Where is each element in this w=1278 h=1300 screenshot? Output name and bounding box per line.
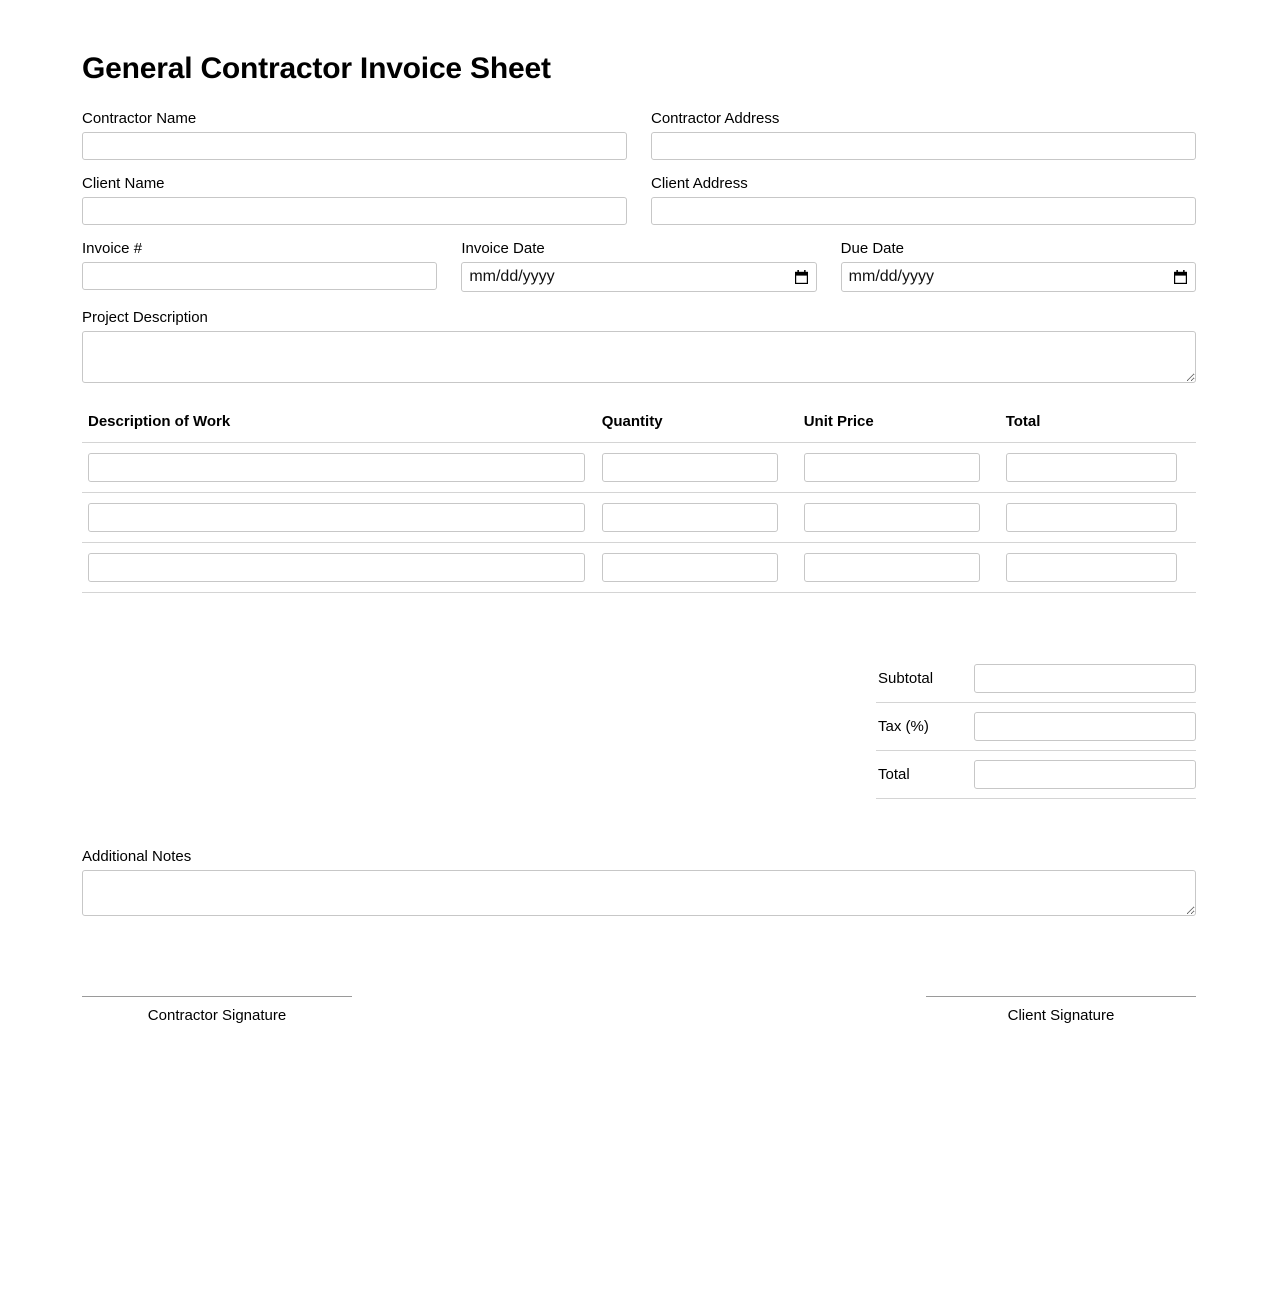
client-address-input[interactable] [651, 197, 1196, 225]
invoice-date-wrapper [461, 262, 816, 292]
tax-field [968, 702, 1196, 750]
project-description-field [82, 308, 1196, 383]
due-date-input[interactable] [841, 262, 1196, 292]
tax-label: Tax (%) [876, 702, 968, 750]
cell-quantity [596, 442, 798, 492]
cell-description [82, 492, 596, 542]
row-3-quantity-input[interactable] [602, 553, 779, 582]
subtotal-label: Subtotal [876, 655, 968, 703]
column-header-description: Description of Work [82, 413, 596, 443]
row-3-total-input[interactable] [1006, 553, 1177, 582]
contractor-name-input[interactable] [82, 132, 627, 160]
client-address-field [651, 174, 1196, 225]
project-description-label: Project Description [82, 308, 208, 326]
total-label: Total [876, 750, 968, 798]
invoice-number-input[interactable] [82, 262, 437, 290]
invoice-date-field [461, 239, 816, 292]
client-name-label: Client Name [82, 174, 165, 192]
client-signature-line[interactable] [926, 996, 1196, 997]
row-2-description-input[interactable] [88, 503, 585, 532]
line-items-header-row [82, 413, 1196, 443]
additional-notes-textarea[interactable] [82, 870, 1196, 916]
totals-row-subtotal [876, 655, 1196, 703]
client-row [82, 174, 1196, 225]
table-row [82, 442, 1196, 492]
row-2-unit-price-input[interactable] [804, 503, 981, 532]
totals-row-total [876, 750, 1196, 798]
total-field [968, 750, 1196, 798]
client-name-field [82, 174, 627, 225]
signature-section [82, 996, 1196, 1024]
contractor-name-field [82, 109, 627, 160]
cell-unit-price [798, 542, 1000, 592]
column-header-total: Total [1000, 413, 1196, 443]
cell-quantity [596, 492, 798, 542]
cell-total [1000, 492, 1196, 542]
totals-section [82, 655, 1196, 799]
line-items-table [82, 413, 1196, 593]
client-name-input[interactable] [82, 197, 627, 225]
invoice-number-label: Invoice # [82, 239, 143, 257]
invoice-date-placeholder: mm/dd/yyyy [469, 267, 555, 285]
cell-description [82, 542, 596, 592]
tax-input[interactable] [974, 712, 1196, 741]
row-1-total-input[interactable] [1006, 453, 1177, 482]
page-title: General Contractor Invoice Sheet [82, 52, 551, 85]
invoice-number-field [82, 239, 437, 292]
invoice-date-input[interactable] [461, 262, 816, 292]
contractor-name-label: Contractor Name [82, 109, 197, 127]
contractor-signature-line[interactable] [82, 996, 352, 997]
table-row [82, 542, 1196, 592]
due-date-label: Due Date [840, 239, 905, 257]
column-header-quantity: Quantity [596, 413, 798, 443]
row-1-description-input[interactable] [88, 453, 585, 482]
row-3-unit-price-input[interactable] [804, 553, 981, 582]
cell-description [82, 442, 596, 492]
row-3-description-input[interactable] [88, 553, 585, 582]
cell-unit-price [798, 442, 1000, 492]
client-address-label: Client Address [651, 174, 748, 192]
row-2-quantity-input[interactable] [602, 503, 779, 532]
due-date-wrapper [841, 262, 1196, 292]
contractor-address-field [651, 109, 1196, 160]
totals-row-tax [876, 702, 1196, 750]
client-signature-block [926, 996, 1196, 1024]
row-1-unit-price-input[interactable] [804, 453, 981, 482]
client-signature-caption: Client Signature [1007, 1006, 1115, 1024]
totals-table [876, 655, 1196, 799]
project-description-textarea[interactable] [82, 331, 1196, 383]
due-date-placeholder: mm/dd/yyyy [848, 267, 934, 285]
table-row [82, 492, 1196, 542]
row-1-quantity-input[interactable] [602, 453, 779, 482]
total-input[interactable] [974, 760, 1196, 789]
invoice-meta-row [82, 239, 1196, 292]
contractor-address-input[interactable] [651, 132, 1196, 160]
due-date-field [841, 239, 1196, 292]
contractor-signature-caption: Contractor Signature [147, 1006, 287, 1024]
invoice-date-label: Invoice Date [461, 239, 545, 257]
contractor-address-label: Contractor Address [651, 109, 780, 127]
cell-quantity [596, 542, 798, 592]
additional-notes-label: Additional Notes [82, 847, 192, 865]
subtotal-field [968, 655, 1196, 703]
contractor-row [82, 109, 1196, 160]
cell-total [1000, 442, 1196, 492]
additional-notes-field [82, 847, 1196, 916]
cell-unit-price [798, 492, 1000, 542]
row-2-total-input[interactable] [1006, 503, 1177, 532]
subtotal-input[interactable] [974, 664, 1196, 693]
contractor-signature-block [82, 996, 352, 1024]
cell-total [1000, 542, 1196, 592]
column-header-unit-price: Unit Price [798, 413, 1000, 443]
